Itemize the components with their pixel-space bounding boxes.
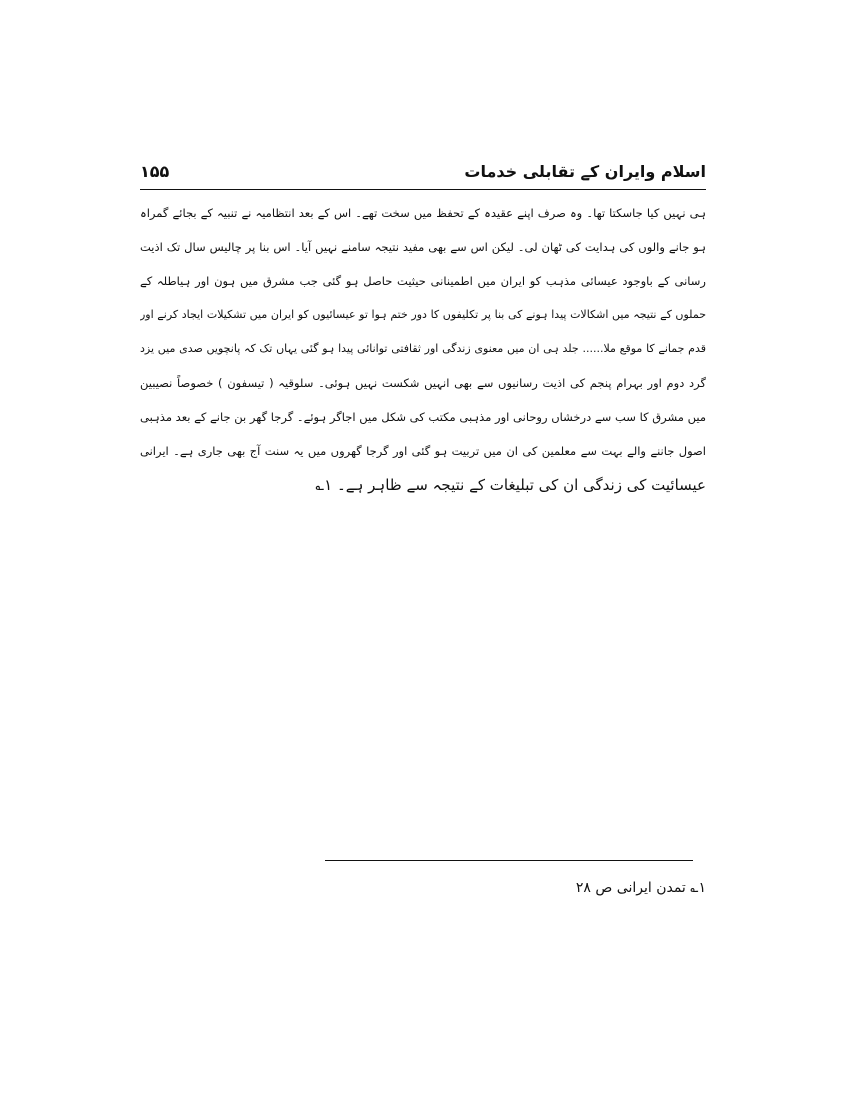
body-line: ہو جانے والوں کی ہدایت کی ٹھان لی۔ لیکن اس سے بھی مفید نتیجہ سامنے نہیں آیا۔ اس بنا پر چالیس سال تک اذیت (140, 240, 706, 254)
body-line: اصول جاننے والے بہت سے معلمین کی ان میں تربیت ہو گئی اور گرجا گھروں میں یہ سنت آج بھی جاری ہے۔ ایرانی (140, 444, 706, 458)
body-line: ہی نہیں کیا جاسکتا تھا۔ وہ صرف اپنے عقیدہ کے تحفظ میں سخت تھے۔ اس کے بعد انتظامیہ نے تنبیہ کے بجائے گمراہ (140, 206, 706, 220)
footnote-rule (325, 860, 693, 861)
header-rule (140, 189, 706, 190)
body-line: گرد دوم اور بہرام پنجم کی اذیت رسانیوں سے بھی انہیں شکست نہیں ہوئی۔ سلوقیہ ( تیسفون ) خصوصاً نصیبین (140, 376, 706, 390)
page-header (140, 160, 706, 186)
footnote: ۱؎ تمدن ایرانی ص ۲۸ (575, 880, 706, 896)
page-number: ۱۵۵ (140, 162, 170, 181)
body-line: میں مشرق کا سب سے درخشاں روحانی اور مذہبی مکتب کی شکل میں اجاگر ہوئے۔ گرجا گھر بن جانے کے بعد مذہبی (140, 410, 706, 424)
body-line: قدم جمانے کا موقع ملا...... جلد ہی ان میں معنوی زندگی اور ثقافتی توانائی پیدا ہو گئی یہاں تک کہ پانچویں صدی میں یزد (140, 342, 706, 355)
running-title: اسلام وایران کے تقابلی خدمات (464, 162, 706, 181)
body-text (140, 196, 706, 502)
body-line: رسانی کے باوجود عیسائی مذہب کو ایران میں اطمینانی حیثیت حاصل ہو گئی جب مشرق میں ہون اور ہیاطلہ کے (140, 274, 706, 288)
body-line: عیسائیت کی زندگی ان کی تبلیغات کے نتیجہ سے ظاہر ہے۔ ۱؎ (315, 476, 706, 494)
body-line: حملوں کے نتیجہ میں اشکالات پیدا ہونے کی بنا پر تکلیفوں کا دور ختم ہوا تو عیسائیوں کو ایران میں تشکیلات ایجاد کرنے اور (140, 308, 706, 321)
